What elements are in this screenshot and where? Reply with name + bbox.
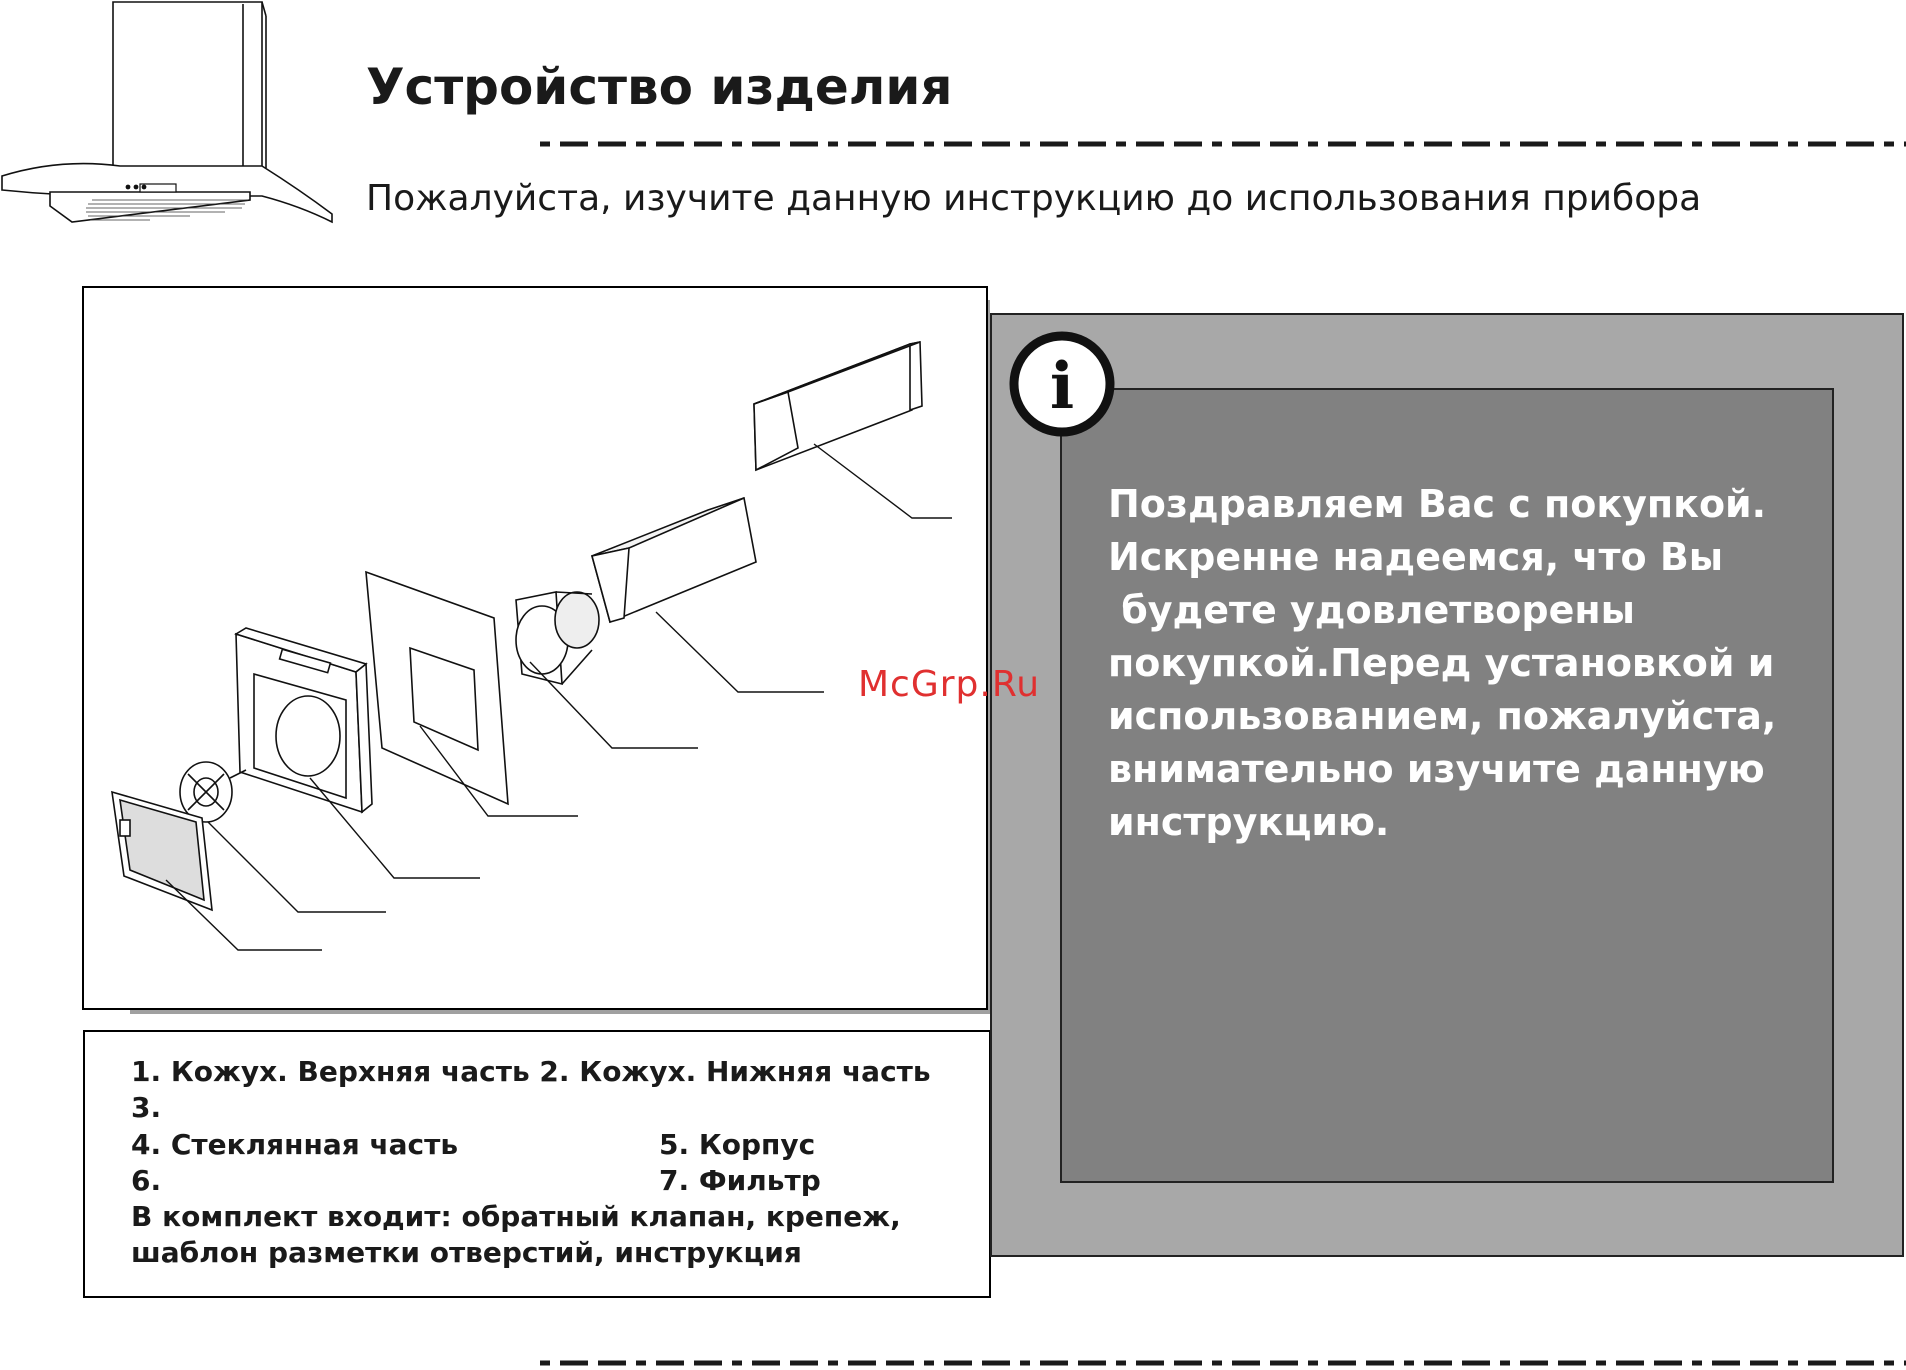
motor-unit-drawing — [516, 592, 599, 684]
hood-body-drawing — [236, 628, 372, 812]
info-line-6: внимательно изучите данную — [1108, 747, 1765, 791]
page-title: Устройство изделия — [366, 58, 953, 116]
page-subtitle: Пожалуйста, изучите данную инструкцию до использования прибора — [366, 178, 1702, 219]
range-hood-illustration — [0, 0, 340, 230]
parts-list-line-2: 3. — [131, 1091, 162, 1124]
dashed-divider-bottom — [540, 1358, 1906, 1368]
parts-list-item-6: 6. — [131, 1164, 162, 1197]
watermark: McGrp.Ru — [858, 664, 1041, 705]
parts-list-item-7: 7. Фильтр — [659, 1164, 821, 1197]
diagram-frame — [82, 286, 988, 1010]
parts-list-line-1: 1. Кожух. Верхняя часть 2. Кожух. Нижняя часть — [131, 1055, 931, 1088]
info-icon-letter: i — [1049, 349, 1075, 424]
info-line-1: Поздравляем Вас с покупкой. — [1108, 482, 1767, 526]
upper-chimney-cover-drawing — [754, 342, 922, 470]
info-line-7: инструкцию. — [1108, 800, 1390, 844]
info-line-3: будете удовлетворены — [1108, 588, 1636, 632]
dashed-divider-top — [540, 139, 1906, 149]
kit-contents-line-2: шаблон разметки отверстий, инструкция — [131, 1236, 802, 1269]
info-line-5: использованием, пожалуйста, — [1108, 694, 1777, 738]
parts-list — [83, 1030, 991, 1298]
glass-panel-drawing — [366, 572, 508, 804]
info-icon — [1008, 330, 1116, 438]
info-line-4: покупкой.Перед установкой и — [1108, 641, 1775, 685]
kit-contents-line-1: В комплект входит: обратный клапан, крепеж, — [131, 1200, 901, 1233]
fan-drawing — [180, 762, 246, 822]
info-line-2: Искренне надеемся, что Вы — [1108, 535, 1724, 579]
info-message — [1108, 478, 1828, 849]
parts-list-item-4: 4. Стеклянная часть — [131, 1128, 459, 1161]
parts-list-item-5: 5. Корпус — [659, 1128, 816, 1161]
exploded-view-diagram — [84, 288, 986, 1008]
lower-chimney-cover-drawing — [592, 498, 756, 622]
